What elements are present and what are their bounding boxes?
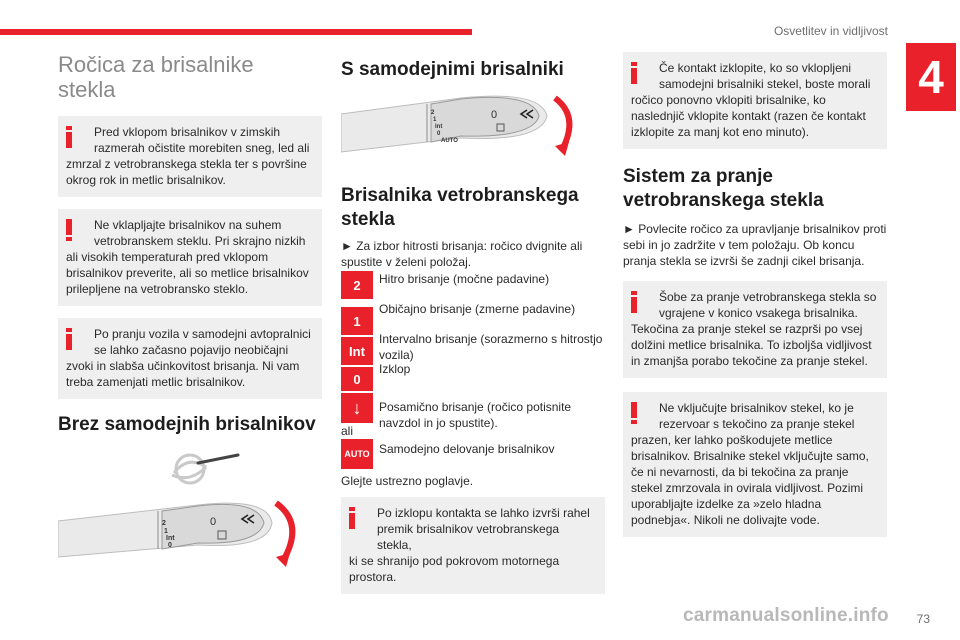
- stalk-label-0: 0: [168, 542, 172, 549]
- red-rotation-arrow-icon: [555, 98, 569, 148]
- auto-wiper-stalk-illustration: [341, 92, 605, 162]
- info-note-car-wash: Po pranju vozila v samodejni avtopralnici se lahko začasno pojavijo neobičajni zvoki in slabša učinkovitost brisanja. Ni vam treba zamenjati metlic brisalnikov.: [58, 318, 322, 399]
- stalk-label-int: Int: [166, 535, 175, 542]
- mode-text-single: Posamično brisanje (ročico potisnite navzdol in jo spustite).: [379, 400, 572, 430]
- section-title-wiper-stalk: Ročica za brisalnike stekla: [58, 52, 254, 102]
- wiper-stalk-figure-manual: [58, 445, 322, 575]
- washer-text: ► Povlecite ročico za upravljanje brisalnikov proti sebi in jo zadržite v tem položaju. Ob koncu pranja stekla se izvrši še zadnji cikel brisanja.: [623, 222, 887, 268]
- stalk-label-int: Int: [435, 124, 443, 130]
- stalk-label-2: 2: [162, 520, 166, 527]
- column-2: [341, 52, 605, 594]
- stalk-label-2: 2: [431, 110, 435, 116]
- wiper-stalk-illustration: [58, 445, 322, 575]
- info-note-washer-jets: Šobe za pranje vetrobranskega stekla so vgrajene v konico vsakega brisalnika. Tekočina za pranje stekel se razprši po vsej dolžini metlice brisalnika. To izboljša vidljivost in zmanjša porabo tekočine za pranje stekel.: [623, 281, 887, 378]
- mode-badge-down-arrow-icon: ↓: [341, 393, 373, 423]
- mode-badge-2: 2: [341, 271, 373, 299]
- info-note-winter: Pred vklopom brisalnikov v zimskih razmerah očistite morebiten sneg, led ali zmrzal z vetrobranskega stekla ter s površine okrog rok in metlic brisalnikov.: [58, 116, 322, 197]
- mode-row-off: [341, 362, 605, 393]
- info-note-auto-reactivate: Če kontakt izklopite, ko so vklopljeni samodejni brisalniki stekel, boste morali ročico ponovno vklopiti brisalnike, ko naslednjič vklopite kontakt (razen če kontakt izklopite za manj kot eno minuto).: [623, 52, 887, 149]
- warning-note-dry-glass: Ne vklapljajte brisalnikov na suhem vetrobranskem steklu. Pri skrajno nizkih ali visokih temperaturah pred vklopom brisalnikov preverite, ali so metlice brisalnikov prilepljene na vetrobransko steklo.: [58, 209, 322, 306]
- page-number: 73: [916, 612, 930, 626]
- section-title-auto-wipers: S samodejnimi brisalniki: [341, 59, 564, 80]
- mode-row-fast: [341, 271, 605, 303]
- wiper-stalk-figure-auto: [341, 92, 605, 162]
- warning-icon: [66, 219, 72, 241]
- mode-badge-1: 1: [341, 307, 373, 335]
- info-icon: [631, 291, 637, 313]
- chapter-number: 4: [906, 43, 956, 111]
- stalk-zero-label: 0: [491, 109, 498, 121]
- info-icon: [631, 62, 637, 84]
- mode-badge-int: Int: [341, 337, 373, 365]
- mode-text-fast: Hitro brisanje (močne padavine): [379, 272, 550, 286]
- info-icon: [66, 328, 72, 350]
- see-chapter-text: Glejte ustrezno poglavje.: [341, 474, 474, 488]
- mode-text-auto: Samodejno delovanje brisalnikov: [379, 442, 555, 456]
- mode-text-normal: Običajno brisanje (zmerne padavine): [379, 302, 576, 316]
- mode-badge-0: 0: [341, 367, 373, 391]
- mode-text-off: Izklop: [379, 362, 411, 376]
- stalk-label-0: 0: [437, 131, 441, 137]
- top-accent-bar: [0, 29, 472, 35]
- mode-badge-auto: AUTO: [341, 439, 373, 469]
- intro-text: ► Za izbor hitrosti brisanja: ročico dvignite ali spustite v želeni položaj.: [341, 239, 583, 269]
- warning-icon: [631, 402, 637, 424]
- info-icon: [349, 507, 355, 529]
- warning-note-empty-reservoir: Ne vključujte brisalnikov stekel, ko je rezervoar s tekočino za pranje stekel prazen, ker lahko poškodujete metlice brisalnikov. Brisalnike stekel vključujte samo, če ni nevarnosti, da bi tekočina za pranje stekel zmrzovala in ovirala vidljivost. Pozimi uporabljajte izdelke za »zelo hladna podnebja«. Nikoli ne dolivajte vode.: [623, 392, 887, 537]
- info-note-ignition-off: Po izklopu kontakta se lahko izvrši rahel premik brisalnikov vetrobranskega stekla, ki se shranijo pod pokrovom motornega prostora.: [341, 497, 605, 594]
- heading-windscreen-wipers: Brisalnika vetrobranskega stekla: [341, 185, 579, 230]
- stalk-label-1: 1: [433, 117, 437, 123]
- stalk-label-auto: AUTO: [441, 138, 458, 144]
- heading-washer-system: Sistem za pranje vetrobranskega stekla: [623, 166, 824, 211]
- wiper-modes-table: [341, 271, 605, 430]
- column-3: [623, 52, 887, 537]
- stalk-label-1: 1: [164, 528, 168, 535]
- column-1: [58, 52, 322, 575]
- mode-row-single: [341, 393, 605, 430]
- mode-text-interval: Intervalno brisanje (sorazmerno s hitrostjo vozila): [379, 332, 603, 362]
- heading-without-auto-wipers: Brez samodejnih brisalnikov: [58, 414, 316, 435]
- header-title: Osvetlitev in vidljivost: [773, 24, 888, 38]
- watermark: carmanualsonline.info: [683, 605, 889, 626]
- info-icon: [66, 126, 72, 148]
- or-text: ali: [341, 424, 354, 438]
- stalk-zero-label: 0: [210, 516, 217, 528]
- mode-row-auto: [341, 439, 605, 469]
- red-rotation-arrow-icon: [276, 503, 292, 559]
